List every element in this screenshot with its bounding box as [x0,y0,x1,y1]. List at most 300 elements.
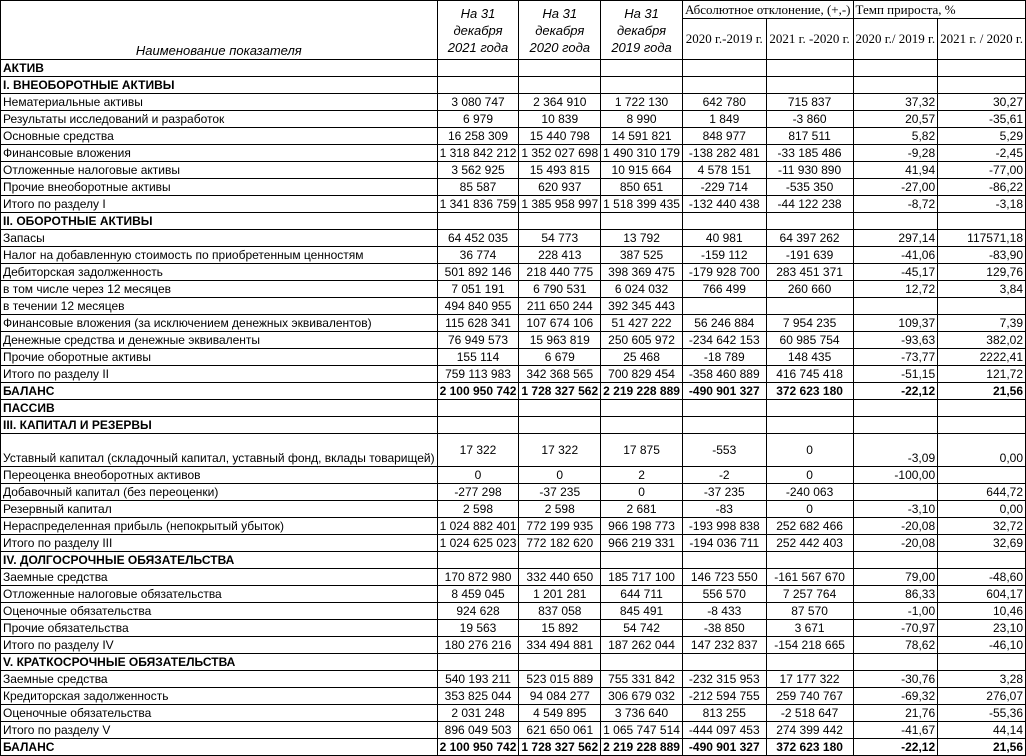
cell-abs_b[interactable]: 0 [766,501,853,518]
cell-v2021[interactable]: 7 051 191 [437,281,519,298]
cell-abs_b[interactable]: -33 185 486 [766,145,853,162]
cell-v2019[interactable]: 185 717 100 [601,569,683,586]
cell-abs_a[interactable] [682,654,766,671]
cell-v2019[interactable]: 845 491 [601,603,683,620]
row-name-cell[interactable]: Прочие внеоборотные активы [1,179,438,196]
cell-v2021[interactable]: 180 276 216 [437,637,519,654]
cell-abs_a[interactable] [682,60,766,77]
cell-rate_a[interactable] [853,552,938,569]
cell-v2020[interactable] [519,77,601,94]
cell-v2020[interactable]: 0 [519,467,601,484]
cell-rate_b[interactable]: -48,60 [938,569,1026,586]
cell-abs_b[interactable]: 372 623 180 [766,739,853,756]
cell-abs_a[interactable]: -358 460 889 [682,366,766,383]
cell-v2021[interactable]: 36 774 [437,247,519,264]
cell-abs_b[interactable]: 87 570 [766,603,853,620]
cell-abs_b[interactable]: -161 567 670 [766,569,853,586]
cell-v2019[interactable]: 0 [601,484,683,501]
cell-v2019[interactable] [601,552,683,569]
cell-abs_b[interactable]: 252 682 466 [766,518,853,535]
cell-rate_b[interactable]: 129,76 [938,264,1026,281]
cell-v2020[interactable]: 523 015 889 [519,671,601,688]
row-name-cell[interactable]: БАЛАНС [1,383,438,400]
row-name-cell[interactable]: II. ОБОРОТНЫЕ АКТИВЫ [1,213,438,230]
cell-rate_a[interactable]: -9,28 [853,145,938,162]
cell-v2019[interactable]: 392 345 443 [601,298,683,315]
cell-v2019[interactable]: 2 219 228 889 [601,383,683,400]
cell-abs_b[interactable]: -535 350 [766,179,853,196]
cell-abs_b[interactable] [766,60,853,77]
cell-v2021[interactable] [437,400,519,417]
cell-v2019[interactable] [601,417,683,434]
cell-abs_a[interactable]: 4 578 151 [682,162,766,179]
cell-abs_a[interactable]: 147 232 837 [682,637,766,654]
cell-abs_b[interactable]: -240 063 [766,484,853,501]
row-name-cell[interactable]: Оценочные обязательства [1,705,438,722]
cell-v2021[interactable]: -277 298 [437,484,519,501]
cell-abs_a[interactable]: -2 [682,467,766,484]
cell-abs_a[interactable]: -553 [682,434,766,467]
cell-v2021[interactable]: 2 598 [437,501,519,518]
row-name-cell[interactable]: в течении 12 месяцев [1,298,438,315]
cell-v2020[interactable] [519,552,601,569]
cell-v2019[interactable]: 10 915 664 [601,162,683,179]
row-name-cell[interactable]: Запасы [1,230,438,247]
cell-v2020[interactable]: 228 413 [519,247,601,264]
cell-v2021[interactable]: 76 949 573 [437,332,519,349]
cell-rate_a[interactable]: -93,63 [853,332,938,349]
cell-rate_a[interactable]: -100,00 [853,467,938,484]
cell-abs_a[interactable] [682,298,766,315]
cell-rate_b[interactable] [938,400,1026,417]
row-name-cell[interactable]: Нераспределенная прибыль (непокрытый убыток) [1,518,438,535]
cell-rate_a[interactable]: -22,12 [853,739,938,756]
row-name-cell[interactable]: Денежные средства и денежные эквиваленты [1,332,438,349]
cell-abs_a[interactable]: -179 928 700 [682,264,766,281]
cell-v2021[interactable]: 3 080 747 [437,94,519,111]
row-name-cell[interactable]: I. ВНЕОБОРОТНЫЕ АКТИВЫ [1,77,438,94]
cell-v2020[interactable]: 15 493 815 [519,162,601,179]
cell-abs_a[interactable]: -18 789 [682,349,766,366]
cell-abs_b[interactable] [766,298,853,315]
row-name-cell[interactable]: Финансовые вложения (за исключением денежных эквивалентов) [1,315,438,332]
cell-v2019[interactable] [601,400,683,417]
cell-v2021[interactable]: 1 341 836 759 [437,196,519,213]
cell-v2019[interactable]: 25 468 [601,349,683,366]
cell-rate_a[interactable]: 5,82 [853,128,938,145]
cell-rate_b[interactable] [938,467,1026,484]
row-name-cell[interactable]: Итого по разделу IV [1,637,438,654]
cell-rate_b[interactable] [938,213,1026,230]
cell-v2020[interactable]: 6 790 531 [519,281,601,298]
cell-abs_a[interactable]: -194 036 711 [682,535,766,552]
cell-abs_b[interactable]: -2 518 647 [766,705,853,722]
cell-rate_b[interactable] [938,298,1026,315]
cell-abs_b[interactable]: -3 860 [766,111,853,128]
cell-rate_b[interactable]: 276,07 [938,688,1026,705]
cell-rate_a[interactable] [853,484,938,501]
cell-abs_b[interactable]: 252 442 403 [766,535,853,552]
cell-v2021[interactable]: 353 825 044 [437,688,519,705]
cell-v2020[interactable]: 837 058 [519,603,601,620]
cell-abs_a[interactable]: 848 977 [682,128,766,145]
cell-rate_b[interactable]: 44,14 [938,722,1026,739]
cell-v2019[interactable]: 1 490 310 179 [601,145,683,162]
cell-abs_a[interactable] [682,400,766,417]
cell-rate_a[interactable] [853,417,938,434]
cell-v2020[interactable]: 54 773 [519,230,601,247]
cell-v2021[interactable]: 170 872 980 [437,569,519,586]
cell-v2021[interactable]: 0 [437,467,519,484]
cell-rate_b[interactable] [938,60,1026,77]
cell-rate_b[interactable]: -46,10 [938,637,1026,654]
cell-v2019[interactable]: 13 792 [601,230,683,247]
cell-rate_b[interactable]: 382,02 [938,332,1026,349]
cell-v2020[interactable]: 1 385 958 997 [519,196,601,213]
cell-v2021[interactable]: 1 024 882 401 [437,518,519,535]
row-name-cell[interactable]: Итого по разделу V [1,722,438,739]
cell-rate_b[interactable]: 7,39 [938,315,1026,332]
cell-v2020[interactable] [519,417,601,434]
cell-rate_b[interactable]: 117571,18 [938,230,1026,247]
cell-abs_a[interactable] [682,77,766,94]
cell-v2020[interactable] [519,60,601,77]
cell-v2019[interactable] [601,60,683,77]
row-name-cell[interactable]: Прочие обязательства [1,620,438,637]
cell-rate_a[interactable]: 12,72 [853,281,938,298]
row-name-cell[interactable]: V. КРАТКОСРОЧНЫЕ ОБЯЗАТЕЛЬСТВА [1,654,438,671]
cell-abs_b[interactable]: 7 257 764 [766,586,853,603]
cell-rate_b[interactable]: -35,61 [938,111,1026,128]
cell-rate_a[interactable]: -51,15 [853,366,938,383]
row-name-cell[interactable]: Итого по разделу III [1,535,438,552]
cell-rate_a[interactable]: -70,97 [853,620,938,637]
cell-v2019[interactable]: 2 [601,467,683,484]
cell-v2019[interactable]: 54 742 [601,620,683,637]
cell-v2021[interactable]: 759 113 983 [437,366,519,383]
row-name-cell[interactable]: Дебиторская задолженность [1,264,438,281]
cell-rate_a[interactable]: -30,76 [853,671,938,688]
cell-rate_a[interactable] [853,654,938,671]
row-name-cell[interactable]: III. КАПИТАЛ И РЕЗЕРВЫ [1,417,438,434]
cell-abs_a[interactable]: -83 [682,501,766,518]
cell-v2019[interactable]: 6 024 032 [601,281,683,298]
cell-abs_a[interactable]: -232 315 953 [682,671,766,688]
cell-v2020[interactable]: 1 728 327 562 [519,739,601,756]
row-name-cell[interactable]: Кредиторская задолженность [1,688,438,705]
row-name-cell[interactable]: Переоценка внеоборотных активов [1,467,438,484]
cell-rate_b[interactable]: 32,69 [938,535,1026,552]
cell-v2019[interactable]: 187 262 044 [601,637,683,654]
cell-rate_a[interactable]: -3,10 [853,501,938,518]
cell-v2021[interactable]: 494 840 955 [437,298,519,315]
cell-v2020[interactable]: 15 892 [519,620,601,637]
cell-v2021[interactable]: 2 100 950 742 [437,383,519,400]
cell-v2020[interactable]: 218 440 775 [519,264,601,281]
cell-v2020[interactable]: 15 440 798 [519,128,601,145]
cell-v2019[interactable]: 51 427 222 [601,315,683,332]
cell-rate_b[interactable]: 10,46 [938,603,1026,620]
cell-v2019[interactable]: 17 875 [601,434,683,467]
cell-abs_b[interactable]: 0 [766,467,853,484]
cell-v2020[interactable]: 342 368 565 [519,366,601,383]
cell-rate_a[interactable]: -1,00 [853,603,938,620]
cell-rate_b[interactable]: -55,36 [938,705,1026,722]
cell-abs_b[interactable]: 64 397 262 [766,230,853,247]
row-name-cell[interactable]: ПАССИВ [1,400,438,417]
cell-v2021[interactable]: 8 459 045 [437,586,519,603]
cell-v2021[interactable] [437,60,519,77]
cell-v2021[interactable]: 924 628 [437,603,519,620]
cell-v2019[interactable]: 398 369 475 [601,264,683,281]
row-name-cell[interactable]: АКТИВ [1,60,438,77]
cell-rate_a[interactable]: -73,77 [853,349,938,366]
cell-abs_a[interactable] [682,552,766,569]
cell-rate_b[interactable]: 604,17 [938,586,1026,603]
cell-v2021[interactable] [437,552,519,569]
cell-v2020[interactable]: 620 937 [519,179,601,196]
cell-rate_b[interactable]: 5,29 [938,128,1026,145]
cell-v2021[interactable]: 17 322 [437,434,519,467]
cell-v2021[interactable]: 501 892 146 [437,264,519,281]
cell-rate_a[interactable]: 20,57 [853,111,938,128]
cell-rate_a[interactable]: -8,72 [853,196,938,213]
cell-v2019[interactable] [601,77,683,94]
cell-abs_a[interactable]: -444 097 453 [682,722,766,739]
cell-abs_b[interactable]: 283 451 371 [766,264,853,281]
cell-v2019[interactable]: 2 681 [601,501,683,518]
cell-abs_a[interactable]: -8 433 [682,603,766,620]
cell-v2020[interactable]: 1 728 327 562 [519,383,601,400]
cell-rate_a[interactable]: 79,00 [853,569,938,586]
cell-abs_a[interactable]: 556 570 [682,586,766,603]
cell-v2020[interactable]: 17 322 [519,434,601,467]
cell-abs_b[interactable] [766,77,853,94]
cell-v2021[interactable]: 115 628 341 [437,315,519,332]
cell-abs_a[interactable]: -490 901 327 [682,739,766,756]
row-name-cell[interactable]: Результаты исследований и разработок [1,111,438,128]
cell-abs_b[interactable]: -11 930 890 [766,162,853,179]
cell-rate_a[interactable] [853,298,938,315]
cell-v2021[interactable]: 85 587 [437,179,519,196]
cell-abs_b[interactable]: 372 623 180 [766,383,853,400]
cell-v2019[interactable]: 8 990 [601,111,683,128]
cell-abs_b[interactable] [766,654,853,671]
cell-rate_b[interactable] [938,654,1026,671]
cell-rate_a[interactable]: -20,08 [853,518,938,535]
cell-v2019[interactable]: 700 829 454 [601,366,683,383]
cell-abs_a[interactable]: -212 594 755 [682,688,766,705]
cell-rate_a[interactable]: 297,14 [853,230,938,247]
cell-v2021[interactable]: 2 031 248 [437,705,519,722]
cell-v2021[interactable] [437,77,519,94]
row-name-cell[interactable]: Добавочный капитал (без переоценки) [1,484,438,501]
cell-rate_b[interactable]: 0,00 [938,501,1026,518]
cell-v2020[interactable]: 772 182 620 [519,535,601,552]
cell-rate_a[interactable]: -45,17 [853,264,938,281]
cell-v2020[interactable]: 211 650 244 [519,298,601,315]
cell-rate_a[interactable]: 41,94 [853,162,938,179]
cell-rate_a[interactable] [853,400,938,417]
cell-abs_a[interactable] [682,213,766,230]
cell-rate_a[interactable]: -41,06 [853,247,938,264]
row-name-cell[interactable]: БАЛАНС [1,739,438,756]
cell-v2021[interactable]: 19 563 [437,620,519,637]
cell-abs_a[interactable]: 56 246 884 [682,315,766,332]
cell-abs_b[interactable] [766,400,853,417]
cell-rate_b[interactable]: 121,72 [938,366,1026,383]
cell-abs_b[interactable]: 7 954 235 [766,315,853,332]
cell-v2020[interactable]: 15 963 819 [519,332,601,349]
row-name-cell[interactable]: Налог на добавленную стоимость по приобретенным ценностям [1,247,438,264]
cell-rate_a[interactable] [853,213,938,230]
cell-v2019[interactable]: 1 065 747 514 [601,722,683,739]
cell-v2019[interactable]: 644 711 [601,586,683,603]
cell-v2019[interactable]: 1 722 130 [601,94,683,111]
cell-abs_a[interactable]: 813 255 [682,705,766,722]
cell-rate_b[interactable]: 3,84 [938,281,1026,298]
cell-rate_a[interactable]: 21,76 [853,705,938,722]
cell-rate_b[interactable]: 644,72 [938,484,1026,501]
cell-v2019[interactable]: 850 651 [601,179,683,196]
cell-abs_a[interactable]: 146 723 550 [682,569,766,586]
cell-v2019[interactable]: 966 219 331 [601,535,683,552]
cell-rate_b[interactable]: -3,18 [938,196,1026,213]
cell-abs_b[interactable]: 260 660 [766,281,853,298]
cell-v2020[interactable] [519,400,601,417]
cell-rate_b[interactable]: 21,56 [938,383,1026,400]
cell-abs_b[interactable]: 17 177 322 [766,671,853,688]
cell-v2021[interactable]: 3 562 925 [437,162,519,179]
cell-rate_a[interactable]: 78,62 [853,637,938,654]
row-name-cell[interactable]: Итого по разделу II [1,366,438,383]
row-name-cell[interactable]: Финансовые вложения [1,145,438,162]
row-name-cell[interactable]: Нематериальные активы [1,94,438,111]
row-name-cell[interactable]: Основные средства [1,128,438,145]
cell-v2020[interactable]: 4 549 895 [519,705,601,722]
cell-abs_a[interactable]: -138 282 481 [682,145,766,162]
cell-v2020[interactable]: -37 235 [519,484,601,501]
cell-abs_a[interactable]: -159 112 [682,247,766,264]
cell-abs_b[interactable]: 60 985 754 [766,332,853,349]
cell-v2021[interactable] [437,213,519,230]
cell-v2020[interactable]: 2 598 [519,501,601,518]
cell-v2021[interactable]: 1 024 625 023 [437,535,519,552]
row-name-cell[interactable]: Заемные средства [1,569,438,586]
cell-abs_a[interactable]: -193 998 838 [682,518,766,535]
cell-abs_a[interactable]: -132 440 438 [682,196,766,213]
cell-abs_b[interactable]: 3 671 [766,620,853,637]
row-name-cell[interactable]: Прочие оборотные активы [1,349,438,366]
cell-v2020[interactable]: 10 839 [519,111,601,128]
cell-v2019[interactable]: 3 736 640 [601,705,683,722]
cell-rate_b[interactable]: 2222,41 [938,349,1026,366]
cell-v2020[interactable]: 332 440 650 [519,569,601,586]
cell-v2019[interactable]: 387 525 [601,247,683,264]
cell-v2021[interactable]: 1 318 842 212 [437,145,519,162]
cell-rate_a[interactable] [853,77,938,94]
cell-abs_b[interactable]: 148 435 [766,349,853,366]
cell-rate_b[interactable]: -2,45 [938,145,1026,162]
cell-rate_b[interactable]: 23,10 [938,620,1026,637]
cell-rate_b[interactable]: -86,22 [938,179,1026,196]
cell-v2021[interactable]: 2 100 950 742 [437,739,519,756]
cell-rate_a[interactable]: -27,00 [853,179,938,196]
cell-abs_a[interactable] [682,417,766,434]
cell-rate_b[interactable]: -77,00 [938,162,1026,179]
row-name-cell[interactable]: Отложенные налоговые активы [1,162,438,179]
cell-v2020[interactable] [519,213,601,230]
row-name-cell[interactable]: Резервный капитал [1,501,438,518]
row-name-cell[interactable]: Итого по разделу I [1,196,438,213]
cell-abs_a[interactable]: -490 901 327 [682,383,766,400]
cell-rate_a[interactable]: -3,09 [853,434,938,467]
cell-v2020[interactable]: 772 199 935 [519,518,601,535]
cell-v2021[interactable]: 155 114 [437,349,519,366]
cell-abs_b[interactable]: -191 639 [766,247,853,264]
row-name-cell[interactable]: IV. ДОЛГОСРОЧНЫЕ ОБЯЗАТЕЛЬСТВА [1,552,438,569]
cell-v2020[interactable]: 94 084 277 [519,688,601,705]
cell-abs_b[interactable]: 274 399 442 [766,722,853,739]
cell-rate_a[interactable]: 86,33 [853,586,938,603]
cell-v2021[interactable]: 540 193 211 [437,671,519,688]
cell-v2020[interactable]: 334 494 881 [519,637,601,654]
cell-abs_b[interactable]: 817 511 [766,128,853,145]
cell-abs_b[interactable] [766,552,853,569]
cell-v2019[interactable]: 250 605 972 [601,332,683,349]
cell-rate_b[interactable] [938,552,1026,569]
cell-rate_b[interactable]: 3,28 [938,671,1026,688]
cell-abs_a[interactable]: -234 642 153 [682,332,766,349]
cell-v2019[interactable] [601,213,683,230]
cell-abs_b[interactable]: 259 740 767 [766,688,853,705]
cell-v2020[interactable]: 2 364 910 [519,94,601,111]
cell-rate_b[interactable]: -83,90 [938,247,1026,264]
cell-v2020[interactable]: 621 650 061 [519,722,601,739]
cell-rate_b[interactable]: 30,27 [938,94,1026,111]
cell-abs_a[interactable]: 40 981 [682,230,766,247]
cell-v2019[interactable]: 14 591 821 [601,128,683,145]
cell-v2019[interactable]: 1 518 399 435 [601,196,683,213]
cell-abs_b[interactable]: -154 218 665 [766,637,853,654]
cell-rate_a[interactable]: -20,08 [853,535,938,552]
cell-rate_b[interactable]: 21,56 [938,739,1026,756]
cell-abs_b[interactable] [766,417,853,434]
cell-rate_a[interactable]: 109,37 [853,315,938,332]
cell-v2020[interactable]: 1 352 027 698 [519,145,601,162]
row-name-cell[interactable]: Заемные средства [1,671,438,688]
row-name-cell[interactable]: Уставный капитал (складочный капитал, уставный фонд, вклады товарищей) [1,434,438,467]
row-name-cell[interactable]: в том числе через 12 месяцев [1,281,438,298]
cell-v2019[interactable]: 966 198 773 [601,518,683,535]
cell-abs_a[interactable]: -38 850 [682,620,766,637]
cell-rate_b[interactable]: 0,00 [938,434,1026,467]
cell-v2020[interactable] [519,654,601,671]
cell-v2021[interactable]: 896 049 503 [437,722,519,739]
cell-abs_b[interactable]: 715 837 [766,94,853,111]
cell-rate_a[interactable] [853,60,938,77]
cell-rate_a[interactable]: -22,12 [853,383,938,400]
cell-abs_b[interactable]: 416 745 418 [766,366,853,383]
cell-abs_b[interactable]: 0 [766,434,853,467]
cell-rate_b[interactable] [938,77,1026,94]
cell-abs_a[interactable]: -229 714 [682,179,766,196]
cell-v2021[interactable] [437,417,519,434]
cell-abs_a[interactable]: 642 780 [682,94,766,111]
cell-v2021[interactable]: 64 452 035 [437,230,519,247]
cell-v2019[interactable]: 2 219 228 889 [601,739,683,756]
cell-abs_a[interactable]: 1 849 [682,111,766,128]
